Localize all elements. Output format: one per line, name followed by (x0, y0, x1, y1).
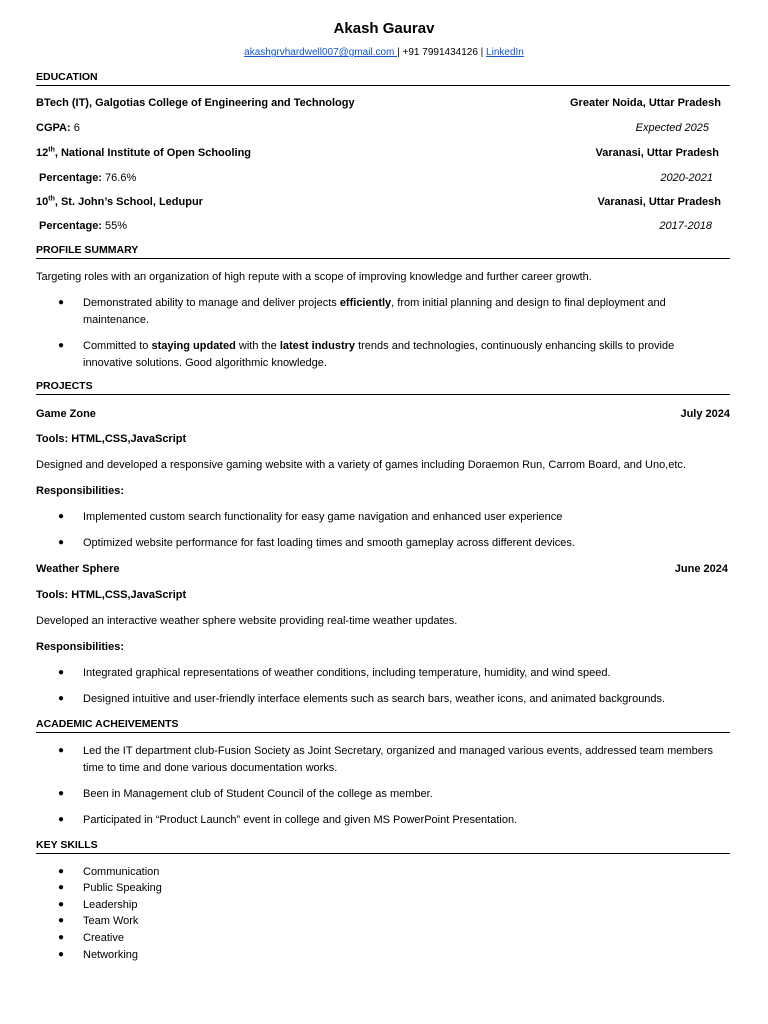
bullet-icon: ● (58, 788, 65, 799)
tenth-school: , St. John’s School, Ledupur (54, 196, 203, 208)
project-2-tools: Tools: HTML,CSS,JavaScript (36, 589, 187, 601)
profile-summary-heading: PROFILE SUMMARY (36, 244, 730, 259)
twelfth-sup: th (48, 146, 55, 154)
project-2-title: Weather Sphere (36, 563, 120, 575)
text: trends and technologies, continuously enhancing skills to provide innovative solutions. Good algorithmic knowledge. (83, 340, 675, 369)
project-2-bullet-2: Designed intuitive and user-friendly interface elements such as search bars, weather icons, and animated backgrounds. (83, 693, 666, 705)
bold-text: staying updated (151, 340, 236, 352)
candidate-name: Akash Gaurav (333, 20, 435, 37)
education-heading: EDUCATION (36, 71, 730, 86)
tenth-sup: th (48, 195, 55, 203)
skill-item: Creative (83, 932, 124, 944)
bullet-icon: ● (58, 866, 65, 877)
project-1-responsibilities-label: Responsibilities: (36, 485, 125, 497)
profile-intro: Targeting roles with an organization of high repute with a scope of improving knowledge and further career growth. (36, 271, 592, 283)
profile-bullet-2 (83, 338, 723, 371)
tenth-grade: 10 (36, 196, 49, 208)
skill-item: Networking (83, 949, 139, 961)
twelfth-title (36, 146, 251, 160)
bullet-icon: ● (58, 297, 65, 308)
separator: | (397, 47, 403, 58)
text: with the (235, 340, 280, 352)
btech-location: Greater Noida, Uttar Pradesh (570, 97, 721, 109)
skill-item: Public Speaking (83, 882, 162, 894)
profile-bullet-1 (83, 295, 723, 328)
academic-bullet-2: Been in Management club of Student Council of the college as member. (83, 788, 433, 800)
bold-text: efficiently (339, 297, 392, 309)
bullet-icon: ● (58, 899, 65, 910)
tenth-date: 2017-2018 (659, 220, 712, 232)
project-2-date: June 2024 (674, 563, 728, 575)
projects-heading: PROJECTS (36, 380, 730, 395)
tenth-pct-value: 55% (101, 220, 128, 232)
project-1-date: July 2024 (680, 408, 730, 420)
twelfth-location: Varanasi, Uttar Pradesh (595, 147, 719, 159)
skill-item: Leadership (83, 899, 138, 911)
cgpa-label: CGPA: (36, 122, 71, 134)
project-2-description: Developed an interactive weather sphere website providing real-time weather updates. (36, 615, 458, 627)
project-1-bullet-2: Optimized website performance for fast loading times and smooth gameplay across different devices. (83, 537, 575, 549)
bullet-icon: ● (58, 693, 65, 704)
linkedin-link[interactable]: LinkedIn (486, 47, 524, 58)
academic-heading: ACADEMIC ACHEIVEMENTS (36, 718, 730, 733)
project-1-tools: Tools: HTML,CSS,JavaScript (36, 433, 187, 445)
btech-title: BTech (IT), Galgotias College of Engineering and Technology (36, 97, 355, 109)
bullet-icon: ● (58, 882, 65, 893)
tenth-pct-label: Percentage: (39, 220, 102, 232)
twelfth-percentage (39, 171, 136, 185)
bullet-icon: ● (58, 915, 65, 926)
tenth-title (36, 195, 203, 209)
separator: | (477, 47, 487, 58)
tenth-location: Varanasi, Uttar Pradesh (597, 196, 721, 208)
project-2-bullet-1: Integrated graphical representations of weather conditions, including temperature, humidity, and wind speed. (83, 667, 611, 679)
project-1-description: Designed and developed a responsive gaming website with a variety of games including Doraemon Run, Carrom Board, and Uno,etc. (36, 459, 686, 471)
bullet-icon: ● (58, 340, 65, 351)
bullet-icon: ● (58, 537, 65, 548)
project-1-title: Game Zone (36, 408, 96, 420)
twelfth-school: , National Institute of Open Schooling (54, 147, 252, 159)
cgpa (36, 121, 80, 135)
academic-bullet-3: Participated in “Product Launch” event in college and given MS PowerPoint Presentation. (83, 814, 518, 826)
email-link[interactable]: akashgrvhardwell007@gmail.com (244, 47, 398, 58)
bullet-icon: ● (58, 667, 65, 678)
twelfth-grade: 12 (36, 147, 49, 159)
bullet-icon: ● (58, 745, 65, 756)
twelfth-pct-label: Percentage: (39, 172, 102, 184)
project-2-responsibilities-label: Responsibilities: (36, 641, 125, 653)
contact-line (0, 47, 768, 58)
btech-date: Expected 2025 (635, 122, 709, 134)
text: , from initial planning and design to final deployment and maintenance. (83, 297, 666, 326)
bullet-icon: ● (58, 814, 65, 825)
project-1-bullet-1: Implemented custom search functionality for easy game navigation and enhanced user experience (83, 511, 563, 523)
tenth-percentage (39, 219, 127, 233)
phone-number: +91 7991434126 (402, 47, 478, 58)
twelfth-date: 2020-2021 (660, 172, 713, 184)
key-skills-heading: KEY SKILLS (36, 839, 730, 854)
bullet-icon: ● (58, 949, 65, 960)
text: Committed to (83, 340, 152, 352)
text: Demonstrated ability to manage and deliver projects (83, 297, 340, 309)
skill-item: Team Work (83, 915, 139, 927)
skill-item: Communication (83, 866, 160, 878)
academic-bullet-1: Led the IT department club-Fusion Society as Joint Secretary, organized and managed various events, addressed team members time to time and done various documentation works. (83, 745, 713, 774)
twelfth-pct-value: 76.6% (101, 172, 137, 184)
bold-text: latest industry (279, 340, 356, 352)
bullet-icon: ● (58, 511, 65, 522)
cgpa-value: 6 (70, 122, 80, 134)
bullet-icon: ● (58, 932, 65, 943)
